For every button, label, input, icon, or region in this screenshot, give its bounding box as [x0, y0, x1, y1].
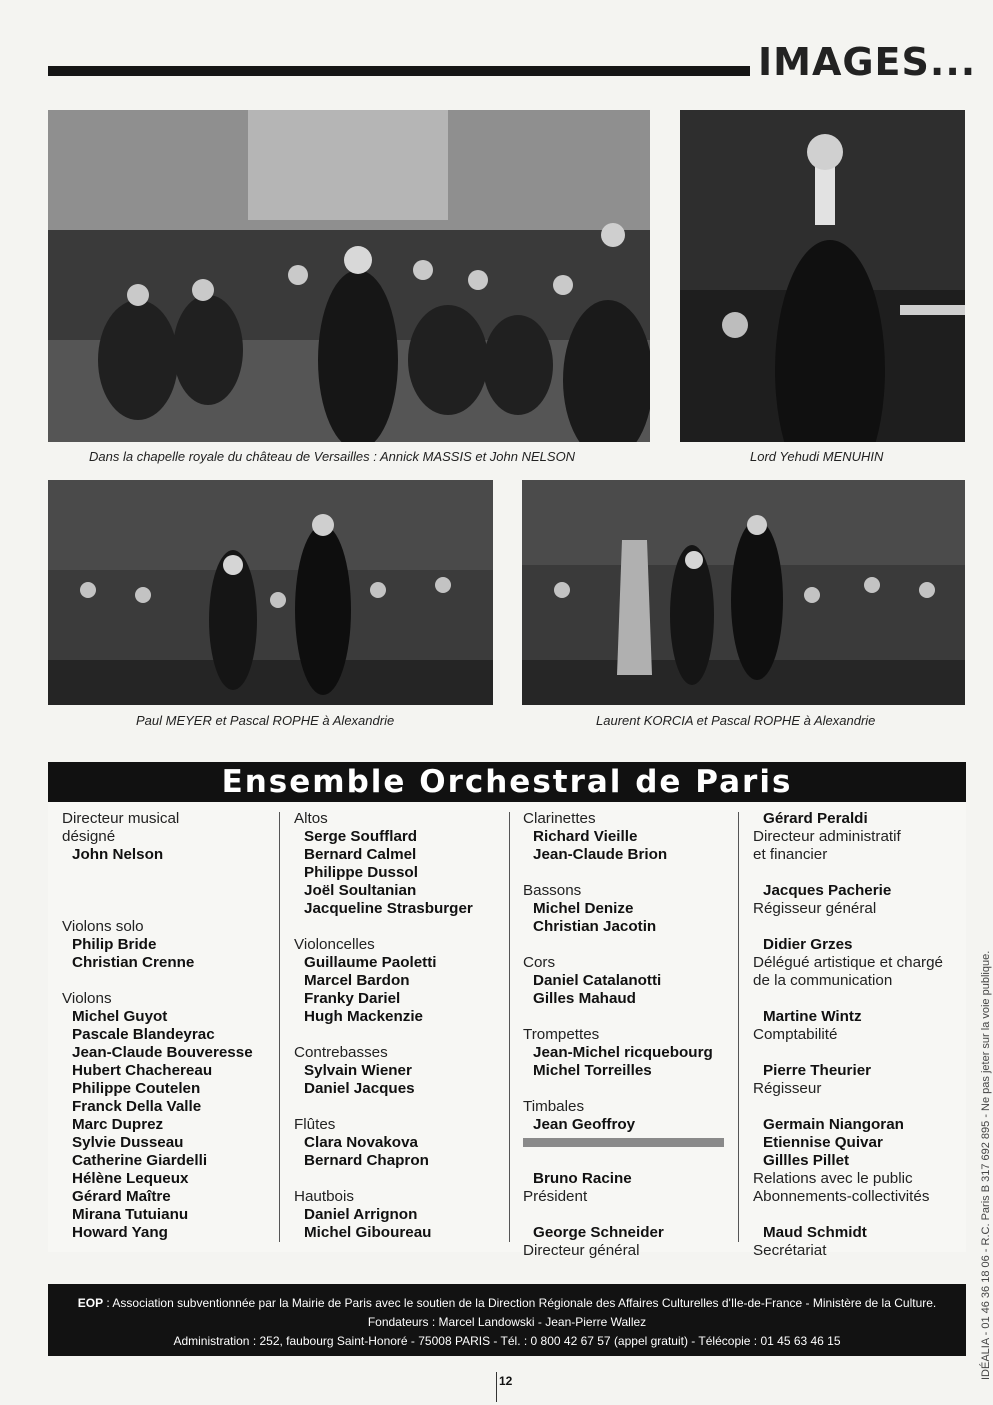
person-name: Didier Grzes [763, 936, 853, 953]
person-name: Daniel Arrignon [304, 1206, 418, 1223]
person-name: Jean-Claude Brion [533, 846, 668, 863]
photo-meyer-caption: Paul MEYER et Pascal ROPHE à Alexandrie [136, 713, 395, 728]
side-note: IDÉALIA - 01 46 36 18 06 - R.C. Paris B 317 692 895 - Ne pas jeter sur la voie publique. [980, 950, 992, 1380]
footer-line-1-text: : Association subventionnée par la Mairie de Paris avec le soutien de la Direction Régionale des Affaires Culturelles d'Ile-de-France - Ministère de la Culture. [103, 1296, 937, 1310]
person-name: Pierre Theurier [763, 1062, 872, 1079]
photo-korcia-caption: Laurent KORCIA et Pascal ROPHE à Alexandrie [596, 713, 876, 728]
role-label: Régisseur général [753, 900, 877, 917]
role-label: de la communication [753, 972, 893, 989]
person-name: Richard Vieille [533, 828, 638, 845]
person-name: Sylvain Wiener [304, 1062, 412, 1079]
person-name: Martine Wintz [763, 1008, 862, 1025]
role-label: Délégué artistique et chargé [753, 954, 943, 971]
header-rule [48, 66, 750, 76]
photo-versailles-caption: Dans la chapelle royale du château de Versailles : Annick MASSIS et John NELSON [89, 449, 576, 464]
photo-meyer-rophe [48, 480, 493, 705]
person-name: Gillles Pillet [763, 1152, 850, 1169]
person-name: Guillaume Paoletti [304, 954, 437, 971]
role-label: Relations avec le public [753, 1170, 913, 1187]
person-name: Jacqueline Strasburger [304, 900, 473, 917]
photo-versailles-chapel [48, 110, 650, 442]
person-name: Christian Crenne [72, 954, 195, 971]
person-name: Daniel Jacques [304, 1080, 415, 1097]
person-name: Christian Jacotin [533, 918, 657, 935]
role-label: Contrebasses [294, 1044, 388, 1061]
person-name: Gérard Maître [72, 1188, 171, 1205]
role-label: Abonnements-collectivités [753, 1188, 930, 1205]
roster-column-3 [523, 810, 713, 1260]
person-name: Philip Bride [72, 936, 157, 953]
person-name: Bernard Calmel [304, 846, 417, 863]
person-name: Michel Guyot [72, 1008, 168, 1025]
person-name: Bernard Chapron [304, 1152, 429, 1169]
person-name: Clara Novakova [304, 1134, 418, 1151]
role-label: Directeur administratif [753, 828, 901, 845]
person-name: Bruno Racine [533, 1170, 632, 1187]
person-name: Daniel Catalanotti [533, 972, 662, 989]
person-name: Jacques Pacherie [763, 882, 892, 899]
role-label: Flûtes [294, 1116, 336, 1133]
role-label: Trompettes [523, 1026, 600, 1043]
person-name: George Schneider [533, 1224, 664, 1241]
section-title: IMAGES... [758, 40, 977, 84]
person-name: Etiennise Quivar [763, 1134, 883, 1151]
column-divider [738, 812, 739, 1242]
person-name: Hugh Mackenzie [304, 1008, 423, 1025]
role-label: Secrétariat [753, 1242, 827, 1259]
person-name: Germain Niangoran [763, 1116, 904, 1133]
person-name: Michel Giboureau [304, 1224, 432, 1241]
photo-korcia-rophe [522, 480, 965, 705]
person-name: Maud Schmidt [763, 1224, 867, 1241]
ensemble-title: Ensemble Orchestral de Paris [221, 764, 793, 800]
role-label: Régisseur [753, 1080, 822, 1097]
column-divider [509, 812, 510, 1242]
person-name: Marcel Bardon [304, 972, 410, 989]
person-name: Jean-Michel ricquebourg [533, 1044, 713, 1061]
person-name: Sylvie Dusseau [72, 1134, 184, 1151]
photo-menuhin-caption: Lord Yehudi MENUHIN [750, 449, 884, 464]
role-label: Timbales [523, 1098, 585, 1115]
page-tick [496, 1372, 497, 1402]
person-name: Philippe Coutelen [72, 1080, 201, 1097]
person-name: Gilles Mahaud [533, 990, 636, 1007]
person-name: Hélène Lequeux [72, 1170, 189, 1187]
person-name: Michel Denize [533, 900, 634, 917]
person-name: Howard Yang [72, 1224, 168, 1241]
role-label: Président [523, 1188, 588, 1205]
role-label: et financier [753, 846, 828, 863]
role-label: Altos [294, 810, 328, 827]
section-separator [523, 1138, 724, 1147]
role-label: Directeur musical [62, 810, 180, 827]
person-name: Franck Della Valle [72, 1098, 202, 1115]
person-name: Mirana Tutuianu [72, 1206, 189, 1223]
page-number: 12 [499, 1374, 513, 1388]
role-label: Violoncelles [294, 936, 375, 953]
person-name: Pascale Blandeyrac [72, 1026, 215, 1043]
roster-column-4 [753, 810, 943, 1260]
role-label: Violons solo [62, 918, 144, 935]
roster-column-2 [294, 810, 473, 1242]
person-name: Jean Geoffroy [533, 1116, 636, 1133]
person-name: Marc Duprez [72, 1116, 164, 1133]
person-name: Catherine Giardelli [72, 1152, 208, 1169]
person-name: Franky Dariel [304, 990, 401, 1007]
person-name: Hubert Chachereau [72, 1062, 213, 1079]
roster-column-1 [62, 810, 253, 1242]
role-label: Bassons [523, 882, 582, 899]
column-divider [279, 812, 280, 1242]
role-label: Violons [62, 990, 112, 1007]
footer-line-3: Administration : 252, faubourg Saint-Honoré - 75008 PARIS - Tél. : 0 800 42 67 57 (appel gratuit) - Télécopie : 01 45 63 46 15 [173, 1334, 841, 1348]
role-label: Comptabilité [753, 1026, 838, 1043]
role-label: Cors [523, 954, 556, 971]
footer-line-2: Fondateurs : Marcel Landowski - Jean-Pierre Wallez [367, 1315, 647, 1329]
person-name: Michel Torreilles [533, 1062, 652, 1079]
photo-menuhin [680, 110, 965, 442]
person-name: Jean-Claude Bouveresse [72, 1044, 253, 1061]
person-name: Joël Soultanian [304, 882, 417, 899]
role-label: Clarinettes [523, 810, 596, 827]
person-name: Gérard Peraldi [763, 810, 868, 827]
role-label: Directeur général [523, 1242, 640, 1259]
footer-line-1 [48, 1294, 966, 1313]
person-name: Philippe Dussol [304, 864, 418, 881]
footer-panel [48, 1284, 966, 1356]
role-label: désigné [62, 828, 116, 845]
role-label: Hautbois [294, 1188, 354, 1205]
person-name: John Nelson [72, 846, 164, 863]
person-name: Serge Soufflard [304, 828, 418, 845]
footer-eop: EOP [77, 1296, 104, 1310]
